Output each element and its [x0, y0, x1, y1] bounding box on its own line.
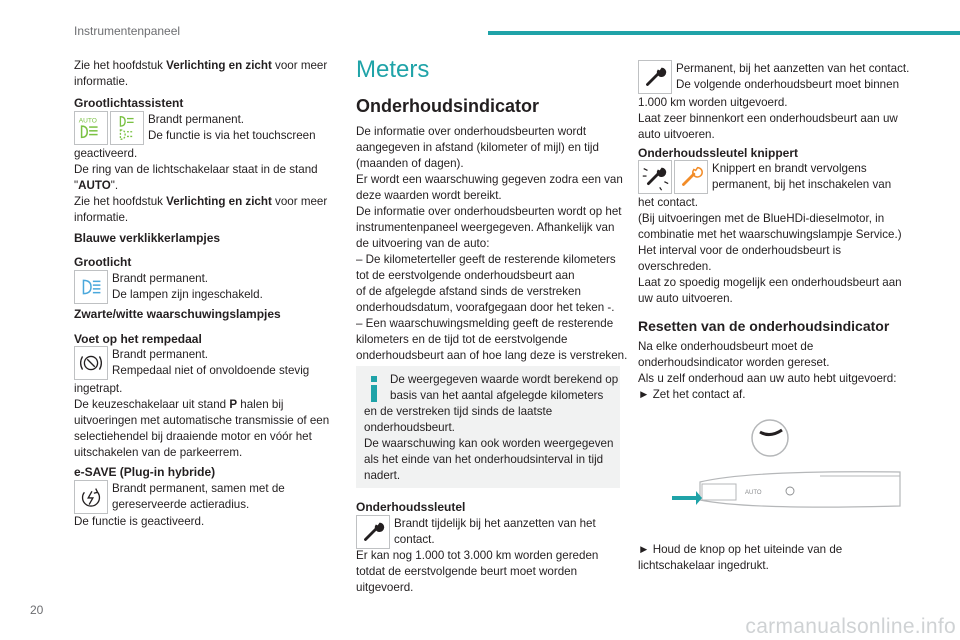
- info-icon: [369, 376, 379, 402]
- text-line: of de afgelegde afstand sinds de verstreken: [356, 285, 581, 298]
- svg-text:AUTO: AUTO: [745, 490, 762, 496]
- text-line: Brandt permanent, samen met de: [112, 482, 285, 495]
- text-line: de uitvoering van de auto:: [356, 237, 490, 250]
- wrench-permanent-icon: [638, 60, 672, 94]
- wrench-orange-icon: [674, 160, 708, 194]
- text-line: totdat de eerstvolgende beurt moet worden: [356, 565, 578, 578]
- text-line: De functie is geactiveerd.: [74, 515, 205, 528]
- text-line: Het interval voor de onderhoudsbeurt is: [638, 244, 842, 257]
- info-text: onderhoudsbeurt.: [364, 421, 455, 434]
- text-line: combinatie met het waarschuwingslampje Service.): [638, 228, 902, 241]
- onderhoudsindicator-heading: Onderhoudsindicator: [356, 96, 540, 116]
- text-line: De informatie over onderhoudsbeurten wordt: [356, 125, 587, 138]
- text-line: uw auto uitvoeren.: [638, 292, 733, 305]
- blauwe-verklikkerlampjes-heading: Blauwe verklikkerlampjes: [74, 231, 221, 245]
- text-line: "AUTO".: [74, 179, 119, 192]
- onderhoudssleutel-heading: Onderhoudssleutel: [356, 500, 466, 514]
- text-line: 1.000 km worden uitgevoerd.: [638, 96, 788, 109]
- text-line: informatie.: [74, 211, 129, 224]
- text-line: – De kilometerteller geeft de resterende kilometers: [356, 253, 616, 266]
- light-switch-illustration: [660, 412, 910, 534]
- text-line: overschreden.: [638, 260, 712, 273]
- text-line: aangegeven in afstand (kilometer of mijl) en tijd: [356, 141, 599, 154]
- text-line: Na elke onderhoudsbeurt moet de: [638, 340, 814, 353]
- text-line: Als u zelf onderhoud aan uw auto hebt uitgevoerd:: [638, 372, 897, 385]
- text-line: onderhoudsbeurt aan of hoe lang deze is verstreken.: [356, 349, 628, 362]
- text-line: (maanden of dagen).: [356, 157, 464, 170]
- text-line: De informatie over onderhoudsbeurten wordt op het: [356, 205, 622, 218]
- text-line: Zie het hoofdstuk Verlichting en zicht voor meer: [74, 195, 328, 208]
- text-line: Er kan nog 1.000 tot 3.000 km worden gereden: [356, 549, 599, 562]
- text-line: Brandt permanent.: [112, 348, 209, 361]
- text-line: geactiveerd.: [74, 147, 138, 160]
- text-line: lichtschakelaar ingedrukt.: [638, 559, 769, 572]
- section-title: Instrumentenpaneel: [74, 24, 181, 38]
- auto-high-beam-standby-icon: [110, 111, 144, 145]
- text-line: uitgevoerd.: [356, 581, 414, 594]
- text-line: ingetrapt.: [74, 382, 123, 395]
- intro-line: Zie het hoofdstuk Verlichting en zicht voor meer: [74, 59, 328, 72]
- text-line: tot de eerstvolgende onderhoudsbeurt aan: [356, 269, 575, 282]
- foot-on-brake-icon: [74, 346, 108, 380]
- page-number: 20: [30, 603, 44, 617]
- text-line: ► Zet het contact af.: [638, 388, 746, 401]
- text-line: Brandt permanent.: [148, 113, 245, 126]
- text-line: auto uitvoeren.: [638, 128, 715, 141]
- grootlicht-heading: Grootlicht: [74, 255, 132, 269]
- meters-heading: Meters: [356, 56, 430, 83]
- text-line: Permanent, bij het aanzetten van het contact.: [676, 62, 910, 75]
- svg-text:AUTO: AUTO: [78, 117, 97, 125]
- wrench-flashing-icon: [638, 160, 672, 194]
- text-line: De volgende onderhoudsbeurt moet binnen: [676, 78, 900, 91]
- text-line: Laat zo spoedig mogelijk een onderhoudsbeurt aan: [638, 276, 902, 289]
- text-line: onderhoudsindicator worden gereset.: [638, 356, 830, 369]
- text-line: De keuzeschakelaar uit stand P halen bij: [74, 398, 284, 411]
- text-line: Knippert en brandt vervolgens: [712, 162, 867, 175]
- onderhoudssleutel-knippert-heading: Onderhoudssleutel knippert: [638, 146, 799, 160]
- text-line: contact.: [394, 533, 435, 546]
- text-line: kilometers en de tijd tot de eerstvolgende: [356, 333, 568, 346]
- info-text: De weergegeven waarde wordt berekend op: [390, 373, 619, 386]
- text-line: De functie is via het touchscreen: [148, 129, 316, 142]
- text-line: uitschakelen van de parkeerrem.: [74, 446, 243, 459]
- header-accent-bar: [488, 31, 960, 35]
- text-line: Laat zeer binnenkort een onderhoudsbeurt aan uw: [638, 112, 898, 125]
- intro-line: informatie.: [74, 75, 129, 88]
- text-line: het contact.: [638, 196, 698, 209]
- text-line: Er wordt een waarschuwing gegeven zodra een van: [356, 173, 623, 186]
- zwart-wit-heading: Zwarte/witte waarschuwingslampjes: [74, 307, 281, 321]
- text-line: permanent, bij het inschakelen van: [712, 178, 892, 191]
- info-text: als het einde van het onderhoudsinterval in tijd: [364, 453, 604, 466]
- text-line: De ring van de lichtschakelaar staat in de stand: [74, 163, 318, 176]
- info-text: basis van het aantal afgelegde kilometers: [390, 389, 604, 402]
- watermark: carmanualsonline.info: [745, 615, 956, 638]
- text-line: Brandt tijdelijk bij het aanzetten van het: [394, 517, 596, 530]
- esave-icon: [74, 480, 108, 514]
- high-beam-icon: [74, 270, 108, 304]
- info-text: en de verstreken tijd sinds de laatste: [364, 405, 553, 418]
- auto-high-beam-icon: [74, 111, 108, 145]
- info-text: nadert.: [364, 469, 401, 482]
- text-line: uitvoeringen met automatische transmissie of een: [74, 414, 330, 427]
- text-line: (Bij uitvoeringen met de BlueHDi-dieselmotor, in: [638, 212, 885, 225]
- text-line: deze waarden wordt bereikt.: [356, 189, 502, 202]
- text-line: Brandt permanent.: [112, 272, 209, 285]
- grootlichtassistent-heading: Grootlichtassistent: [74, 96, 184, 110]
- text-line: instrumentenpaneel weergegeven. Afhankelijk van: [356, 221, 615, 234]
- voet-rempedaal-heading: Voet op het rempedaal: [74, 332, 202, 346]
- text-line: – Een waarschuwingsmelding geeft de resterende: [356, 317, 614, 330]
- resetten-heading: Resetten van de onderhoudsindicator: [638, 318, 890, 334]
- esave-heading: e-SAVE (Plug-in hybride): [74, 465, 216, 479]
- info-text: De waarschuwing kan ook worden weergegeven: [364, 437, 614, 450]
- text-line: Rempedaal niet of onvoldoende stevig: [112, 364, 310, 377]
- text-line: De lampen zijn ingeschakeld.: [112, 288, 263, 301]
- text-line: onderhoudsdatum, voorafgegaan door het teken -.: [356, 301, 615, 314]
- wrench-icon: [356, 515, 390, 549]
- text-line: gereserveerde actieradius.: [112, 498, 250, 511]
- text-line: ► Houd de knop op het uiteinde van de: [638, 543, 843, 556]
- text-line: selectiehendel bij draaiende motor en vóór het: [74, 430, 312, 443]
